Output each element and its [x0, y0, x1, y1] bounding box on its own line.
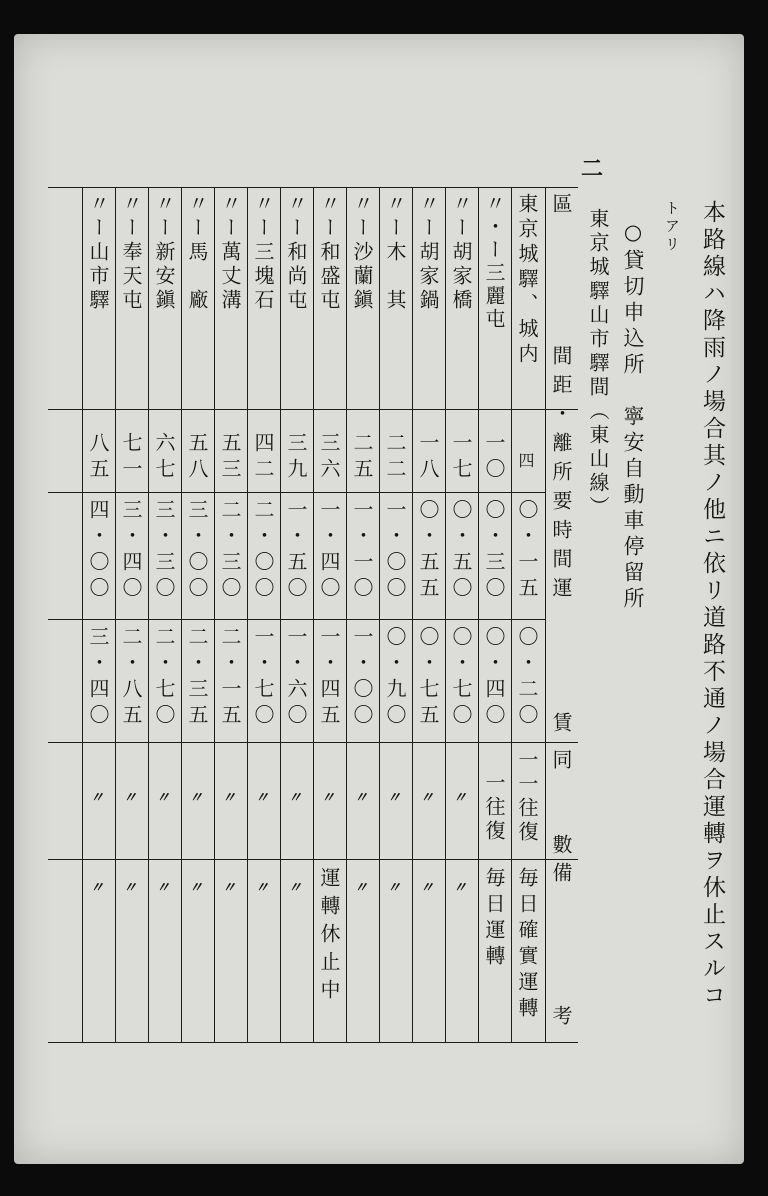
row-6-section: 〃ー沙蘭鎭	[350, 193, 374, 313]
row-10-time: 二・三〇	[218, 499, 242, 603]
row-rule	[82, 187, 83, 1042]
row-8-section: 〃ー和尚屯	[284, 193, 308, 313]
row-12-time: 三・三〇	[152, 499, 176, 603]
row-10-fare: 二・一五	[218, 626, 242, 730]
row-5-time: 一・〇〇	[383, 499, 407, 603]
row-9-fare: 一・七〇	[251, 626, 275, 730]
row-8-count: 〃	[288, 790, 302, 806]
row-6-count: 〃	[354, 790, 368, 806]
header-column-rule	[545, 187, 546, 1042]
row-4-time: 〇・五五	[416, 499, 440, 603]
header-distance-time: 間距・離所要時間運	[549, 345, 573, 606]
row-rule	[346, 187, 347, 1042]
row-3-distance: 一七	[449, 432, 473, 484]
row-4-notes: 〃	[420, 880, 434, 896]
header-fare: 賃	[549, 712, 573, 732]
row-10-distance: 五三	[218, 432, 242, 484]
row-14-count: 〃	[90, 790, 104, 806]
row-10-count: 〃	[222, 790, 236, 806]
row-6-distance: 二五	[350, 432, 374, 484]
row-13-count: 〃	[123, 790, 137, 806]
row-11-fare: 二・三五	[185, 626, 209, 730]
row-rule	[148, 187, 149, 1042]
row-rule	[511, 187, 512, 1042]
row-13-distance: 七一	[119, 432, 143, 484]
row-7-section: 〃ー和盛屯	[317, 193, 341, 313]
row-11-distance: 五八	[185, 432, 209, 484]
row-13-fare: 二・八五	[119, 626, 143, 730]
row-5-section: 〃ー木 其	[383, 193, 407, 313]
route-title: 東京城驛山市驛間（東山線）	[586, 208, 610, 520]
row-3-fare: 〇・七〇	[449, 626, 473, 730]
row-13-notes: 〃	[123, 880, 137, 896]
row-8-distance: 三九	[284, 432, 308, 484]
row-8-time: 一・五〇	[284, 499, 308, 603]
row-2-distance: 一〇	[482, 432, 506, 484]
row-6-time: 一・一〇	[350, 499, 374, 603]
row-1-fare: 〇・二〇	[515, 626, 539, 730]
row-13-time: 三・四〇	[119, 499, 143, 603]
route-table	[48, 187, 578, 1042]
row-11-count: 〃	[189, 790, 203, 806]
row-3-time: 〇・五〇	[449, 499, 473, 603]
row-2-count: 一往復	[482, 772, 506, 844]
header-same: 同	[549, 749, 573, 769]
distance-rule	[48, 492, 545, 493]
row-6-notes: 〃	[354, 880, 368, 896]
row-5-fare: 〇・九〇	[383, 626, 407, 730]
row-2-notes: 毎日運轉	[482, 867, 506, 971]
row-7-fare: 一・四五	[317, 626, 341, 730]
row-rule	[115, 187, 116, 1042]
row-8-fare: 一・六〇	[284, 626, 308, 730]
row-rule	[379, 187, 380, 1042]
row-2-time: 〇・三〇	[482, 499, 506, 603]
row-2-section: 〃・ー三麗屯	[482, 193, 506, 331]
row-rule	[280, 187, 281, 1042]
intro-line-1: 本路線ハ降雨ノ場合其ノ他ニ依リ道路不通ノ場合運轉ヲ休止スルコ	[699, 200, 725, 1010]
header-count: 數	[549, 834, 573, 854]
row-11-section: 〃ー馬 廠	[185, 193, 209, 313]
row-4-section: 〃ー胡家鍋	[416, 193, 440, 313]
row-14-section: 〃ー山市驛	[86, 193, 110, 313]
row-3-notes: 〃	[453, 880, 467, 896]
row-1-distance: 四	[516, 452, 535, 470]
header-section: 區	[549, 193, 573, 213]
header-notes: 考	[549, 1005, 573, 1025]
row-3-section: 〃ー胡家橋	[449, 193, 473, 313]
row-1-notes: 毎日確實運轉	[515, 867, 539, 1023]
row-rule	[412, 187, 413, 1042]
row-rule	[313, 187, 314, 1042]
row-5-distance: 二二	[383, 432, 407, 484]
row-9-distance: 四二	[251, 432, 275, 484]
row-6-fare: 一・〇〇	[350, 626, 374, 730]
row-13-section: 〃ー奉天屯	[119, 193, 143, 313]
row-10-section: 〃ー萬丈溝	[218, 193, 242, 313]
row-9-notes: 〃	[255, 880, 269, 896]
row-1-time: 〇・一五	[515, 499, 539, 603]
row-12-fare: 二・七〇	[152, 626, 176, 730]
row-9-section: 〃ー三塊石	[251, 193, 275, 313]
row-rule	[214, 187, 215, 1042]
row-3-count: 〃	[453, 790, 467, 806]
row-12-count: 〃	[156, 790, 170, 806]
row-7-notes: 運轉休止中	[317, 867, 341, 1007]
row-4-fare: 〇・七五	[416, 626, 440, 730]
row-1-section: 東京城驛、城内	[515, 193, 539, 368]
time-rule	[48, 619, 545, 620]
row-11-time: 三・〇〇	[185, 499, 209, 603]
row-14-fare: 三・四〇	[86, 626, 110, 730]
row-11-notes: 〃	[189, 880, 203, 896]
row-4-count: 〃	[420, 790, 434, 806]
header-notes-group: 備	[549, 862, 573, 882]
row-rule	[247, 187, 248, 1042]
row-rule	[445, 187, 446, 1042]
row-7-time: 一・四〇	[317, 499, 341, 603]
row-2-fare: 〇・四〇	[482, 626, 506, 730]
row-5-count: 〃	[387, 790, 401, 806]
row-5-notes: 〃	[387, 880, 401, 896]
row-14-distance: 八五	[86, 432, 110, 484]
row-14-notes: 〃	[90, 880, 104, 896]
row-9-count: 〃	[255, 790, 269, 806]
page-number: 二	[581, 156, 604, 182]
row-10-notes: 〃	[222, 880, 236, 896]
row-4-distance: 一八	[416, 432, 440, 484]
row-12-distance: 六七	[152, 432, 176, 484]
row-14-time: 四・〇〇	[86, 499, 110, 603]
row-rule	[478, 187, 479, 1042]
row-8-notes: 〃	[288, 880, 302, 896]
row-9-time: 二・〇〇	[251, 499, 275, 603]
row-1-count: 一一往復	[515, 749, 539, 845]
row-rule	[181, 187, 182, 1042]
row-7-count: 〃	[321, 790, 335, 806]
row-12-notes: 〃	[156, 880, 170, 896]
row-7-distance: 三六	[317, 432, 341, 484]
charter-office-line: ○貸切申込所 寧安自動車停留所	[621, 220, 645, 613]
intro-line-2: トアリ	[663, 200, 681, 254]
row-12-section: 〃ー新安鎭	[152, 193, 176, 313]
table-bottom-rule	[48, 1042, 578, 1043]
